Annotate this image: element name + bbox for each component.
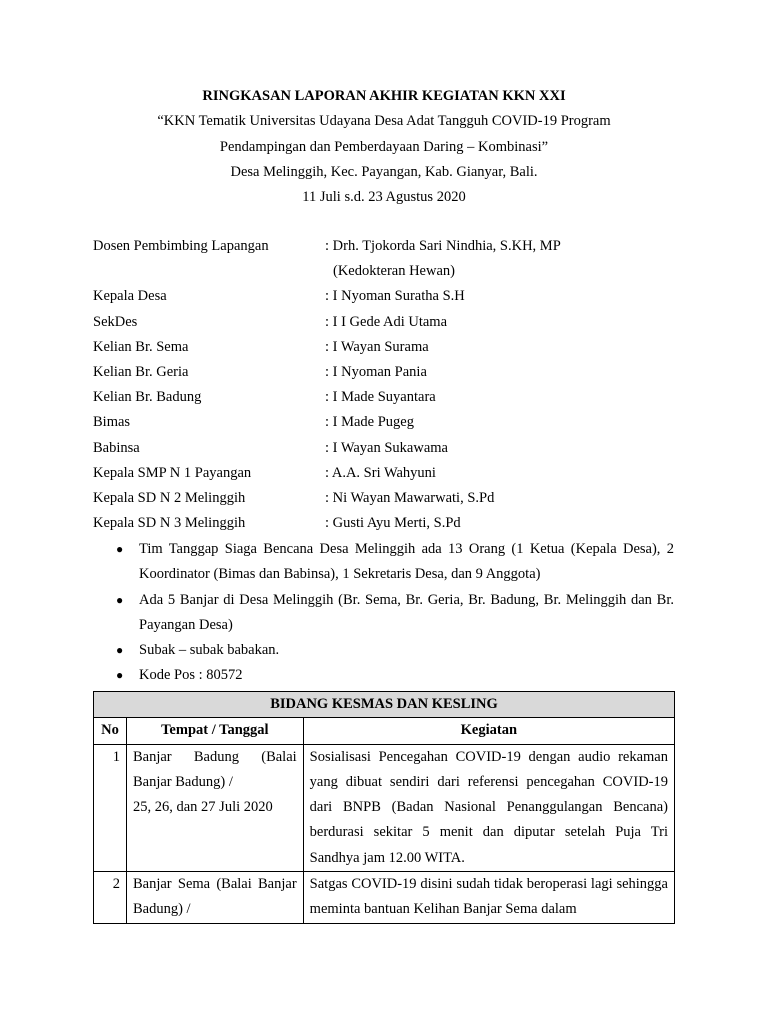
notes-bullet-list — [0, 537, 768, 689]
officials-row — [93, 259, 693, 284]
bullet-icon: ● — [116, 668, 124, 683]
officials-row — [93, 486, 693, 511]
table-band-title: BIDANG KESMAS DAN KESLING — [94, 692, 675, 718]
row-activity: Satgas COVID-19 disini sudah tidak beroperasi lagi sehingga meminta bantuan Kelihan Banjar Sema dalam — [303, 872, 674, 924]
program-line-2: Pendampingan dan Pemberdayaan Daring – Kombinasi” — [219, 138, 549, 155]
official-role: Kelian Br. Geria — [93, 363, 189, 380]
official-role: Kepala SMP N 1 Payangan — [93, 464, 252, 481]
row-place — [126, 872, 303, 924]
official-role: Kepala Desa — [93, 288, 167, 305]
official-role: Kelian Br. Badung — [93, 389, 202, 406]
official-name: : Drh. Tjokorda Sari Nindhia, S.KH, MP — [325, 238, 561, 254]
official-name: : I Made Suyantara — [325, 389, 436, 406]
bullet-text: Subak – subak babakan. — [139, 642, 280, 659]
official-name: : I Nyoman Suratha S.H — [325, 288, 465, 305]
official-role: SekDes — [93, 313, 138, 330]
row-place — [126, 744, 303, 871]
officials-row — [93, 360, 693, 385]
report-header — [0, 84, 768, 210]
column-header-no: No — [94, 718, 127, 744]
official-name: : A.A. Sri Wahyuni — [325, 464, 436, 481]
officials-row — [93, 461, 693, 486]
officials-list — [93, 234, 693, 536]
kesmas-table — [93, 691, 675, 924]
official-name: (Kedokteran Hewan) — [333, 263, 455, 280]
report-dates: 11 Juli s.d. 23 Agustus 2020 — [302, 189, 466, 206]
official-name: : I I Gede Adi Utama — [325, 313, 448, 330]
row-place-text: Banjar Badung (Balai Banjar Badung) / — [132, 748, 297, 790]
bullet-item — [0, 663, 674, 688]
row-date-text: 25, 26, dan 27 Juli 2020 — [132, 799, 273, 816]
official-role: Bimas — [93, 414, 131, 431]
officials-row — [93, 310, 693, 335]
row-number: 2 — [94, 872, 127, 924]
officials-row — [93, 234, 693, 259]
official-name: : I Nyoman Pania — [325, 363, 427, 380]
officials-row — [93, 410, 693, 435]
row-number: 1 — [94, 744, 127, 871]
official-role: Kelian Br. Sema — [93, 338, 189, 355]
program-line-1: “KKN Tematik Universitas Udayana Desa Adat Tangguh COVID-19 Program — [157, 113, 611, 130]
table-row — [94, 872, 675, 924]
bullet-item — [0, 537, 674, 588]
bullet-icon: ● — [116, 542, 124, 556]
report-title: RINGKASAN LAPORAN AKHIR KEGIATAN KKN XXI — [202, 88, 566, 104]
official-role: Dosen Pembimbing Lapangan — [93, 238, 269, 254]
row-activity: Sosialisasi Pencegahan COVID-19 dengan audio rekaman yang dibuat sendiri dari referensi pencegahan COVID-19 dari BNPB (Badan Nasional Penanggulangan Bencana) berdurasi sekitar 5 menit dan diputar setelah Puja Tri Sandhya jam 12.00 WITA. — [303, 744, 674, 871]
bullet-icon: ● — [116, 643, 124, 658]
column-header-place: Tempat / Tanggal — [126, 718, 303, 744]
report-location: Desa Melinggih, Kec. Payangan, Kab. Gianyar, Bali. — [230, 163, 538, 180]
official-role: Babinsa — [93, 439, 140, 456]
official-name: : Gusti Ayu Merti, S.Pd — [325, 515, 461, 532]
table-row — [94, 744, 675, 871]
official-name: : Ni Wayan Mawarwati, S.Pd — [325, 489, 495, 506]
officials-row — [93, 335, 693, 360]
official-name: : I Made Pugeg — [325, 414, 414, 431]
bullet-text: Kode Pos : 80572 — [139, 667, 243, 684]
officials-row — [93, 436, 693, 461]
official-name: : I Wayan Surama — [325, 338, 429, 355]
officials-row — [93, 511, 693, 536]
bullet-item — [0, 588, 674, 639]
official-role: Kepala SD N 2 Melinggih — [93, 489, 246, 506]
bullet-text: Tim Tanggap Siaga Bencana Desa Melinggih ada 13 Orang (1 Ketua (Kepala Desa), 2 Koordinator (Bimas dan Babinsa), 1 Sekretaris Desa, dan 9 Anggota) — [139, 541, 674, 583]
bullet-item — [0, 638, 674, 663]
official-role: Kepala SD N 3 Melinggih — [93, 515, 246, 532]
bullet-text: Ada 5 Banjar di Desa Melinggih (Br. Sema, Br. Geria, Br. Badung, Br. Melinggih dan Br. Payangan Desa) — [139, 591, 674, 633]
column-header-activity: Kegiatan — [303, 718, 674, 744]
table-header-row — [94, 718, 675, 744]
officials-row — [93, 385, 693, 410]
official-name: : I Wayan Sukawama — [325, 439, 448, 456]
bullet-icon: ● — [116, 592, 124, 607]
row-place-text: Banjar Sema (Balai Banjar Badung) / — [132, 876, 297, 918]
officials-row — [93, 284, 693, 309]
